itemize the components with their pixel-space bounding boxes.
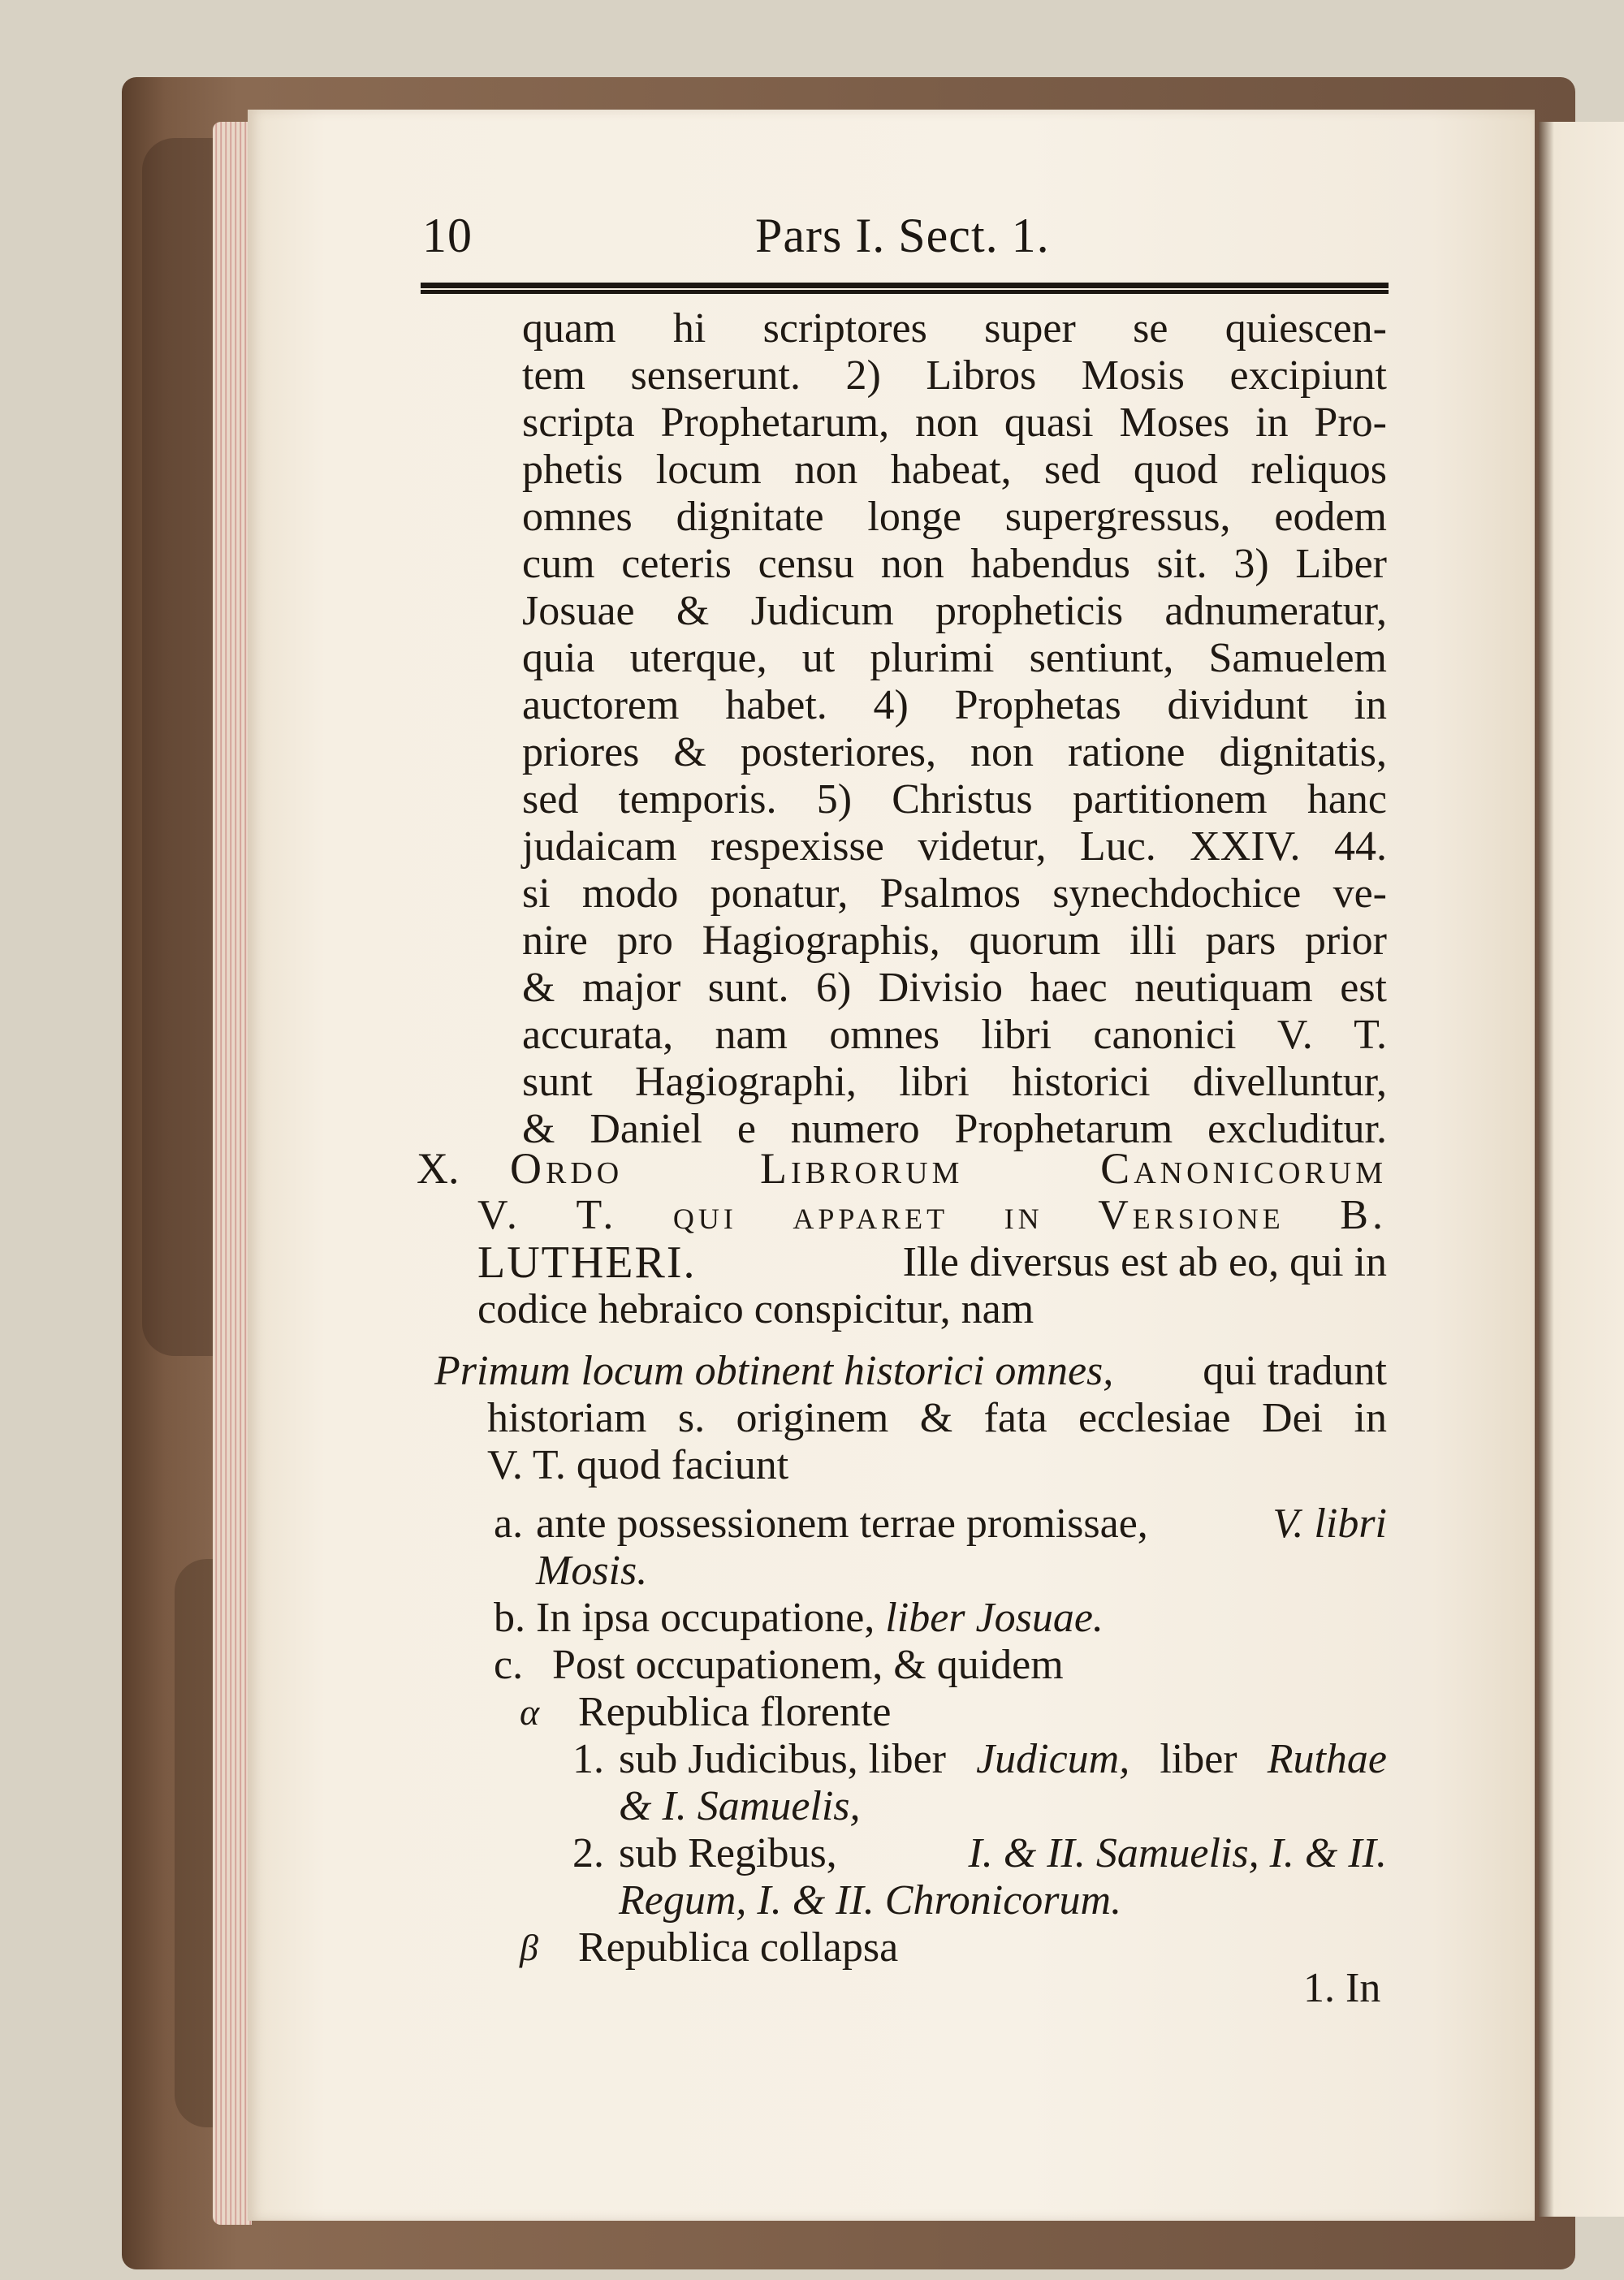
text-line: sunt Hagiographi, libri historici divelluntur, [522, 1059, 1387, 1105]
list-marker: 1. [572, 1736, 604, 1782]
list-text: ante possessionem terrae promissae, [536, 1501, 1148, 1547]
list-marker: α [520, 1691, 540, 1733]
section-number: X. [417, 1144, 460, 1193]
list-italic: Judicum, [976, 1736, 1130, 1782]
text-line: quia uterque, ut plurimi sentiunt, Samuelem [522, 635, 1387, 681]
primum-line [434, 1348, 1387, 1395]
list-text: & I. Samuelis, [619, 1783, 861, 1829]
list-marker: a. [494, 1501, 524, 1547]
list-marker: β [520, 1927, 538, 1968]
list-item [536, 1595, 1104, 1642]
primum-italic: Primum locum obtinent historici omnes, [434, 1348, 1114, 1394]
list-text: In ipsa occupatione, [536, 1595, 875, 1641]
text-line: scripta Prophetarum, non quasi Moses in Pro- [522, 399, 1387, 446]
text-line: & Daniel e numero Prophetarum excluditur. [522, 1106, 1387, 1152]
list-text: Republica florente [578, 1689, 892, 1735]
header-rule [421, 283, 1389, 290]
list-text: sub Judicibus, liber [619, 1736, 946, 1782]
list-italic: I. & II. Samuelis, I. & II. [968, 1830, 1387, 1876]
text-line: historiam s. originem & fata ecclesiae Dei in [487, 1395, 1387, 1441]
section-text: Ille diversus est ab eo, qui in [902, 1239, 1387, 1285]
list-marker: 2. [572, 1830, 604, 1876]
section-text-line: codice hebraico conspicitur, nam [477, 1286, 1034, 1332]
text-line: cum ceteris censu non habendus sit. 3) Liber [522, 541, 1387, 587]
list-italic: Ruthae [1267, 1736, 1387, 1782]
list-italic: V. libri [1272, 1501, 1387, 1547]
text-line: quam hi scriptores super se quiescen- [522, 305, 1387, 352]
text-line: nire pro Hagiographis, quorum illi pars prior [522, 918, 1387, 964]
text-line: si modo ponatur, Psalmos synechdochice ve- [522, 870, 1387, 917]
list-item [536, 1501, 1387, 1548]
list-text: liber [1160, 1736, 1237, 1782]
text-line: omnes dignitate longe supergressus, eodem [522, 494, 1387, 540]
text-line: accurata, nam omnes libri canonici V. T. [522, 1012, 1387, 1058]
list-italic: liber Josuae. [885, 1595, 1104, 1641]
list-text: Mosis. [536, 1548, 648, 1594]
section-text-line [477, 1239, 1387, 1286]
section-title: V. T. qui apparet in Versione B. [477, 1192, 1387, 1238]
text-line: phetis locum non habeat, sed quod reliquos [522, 447, 1387, 493]
list-item [619, 1830, 1387, 1877]
facing-page-edge [1539, 122, 1624, 2217]
page-edges [213, 122, 252, 2225]
list-text: Post occupationem, & quidem [552, 1642, 1064, 1688]
list-text: Republica collapsa [578, 1924, 899, 1971]
list-marker: b. [494, 1595, 525, 1641]
lutheri-caps: LUTHERI. [477, 1237, 697, 1288]
list-text: Regum, I. & II. Chronicorum. [619, 1877, 1122, 1924]
text-line: judaicam respexisse videtur, Luc. XXIV. 44. [522, 823, 1387, 870]
page-number: 10 [422, 209, 473, 262]
text-line: auctorem habet. 4) Prophetas dividunt in [522, 682, 1387, 728]
text-line: & major sunt. 6) Divisio haec neutiquam est [522, 965, 1387, 1011]
primum-text: qui tradunt [1203, 1348, 1387, 1394]
text-line: Josuae & Judicum propheticis adnumeratur, [522, 588, 1387, 634]
list-marker: c. [494, 1642, 524, 1688]
text-line: V. T. quod faciunt [487, 1442, 789, 1488]
list-item [619, 1736, 1387, 1783]
text-line: priores & posteriores, non ratione dignitatis, [522, 729, 1387, 775]
list-text: sub Regibus, [619, 1830, 837, 1876]
catchword: 1. In [1303, 1965, 1381, 2011]
text-line: tem senserunt. 2) Libros Mosis excipiunt [522, 352, 1387, 399]
section-title: Ordo Librorum Canonicorum [510, 1144, 1387, 1193]
text-line: sed temporis. 5) Christus partitionem hanc [522, 776, 1387, 823]
running-head: Pars I. Sect. 1. [755, 209, 1050, 262]
